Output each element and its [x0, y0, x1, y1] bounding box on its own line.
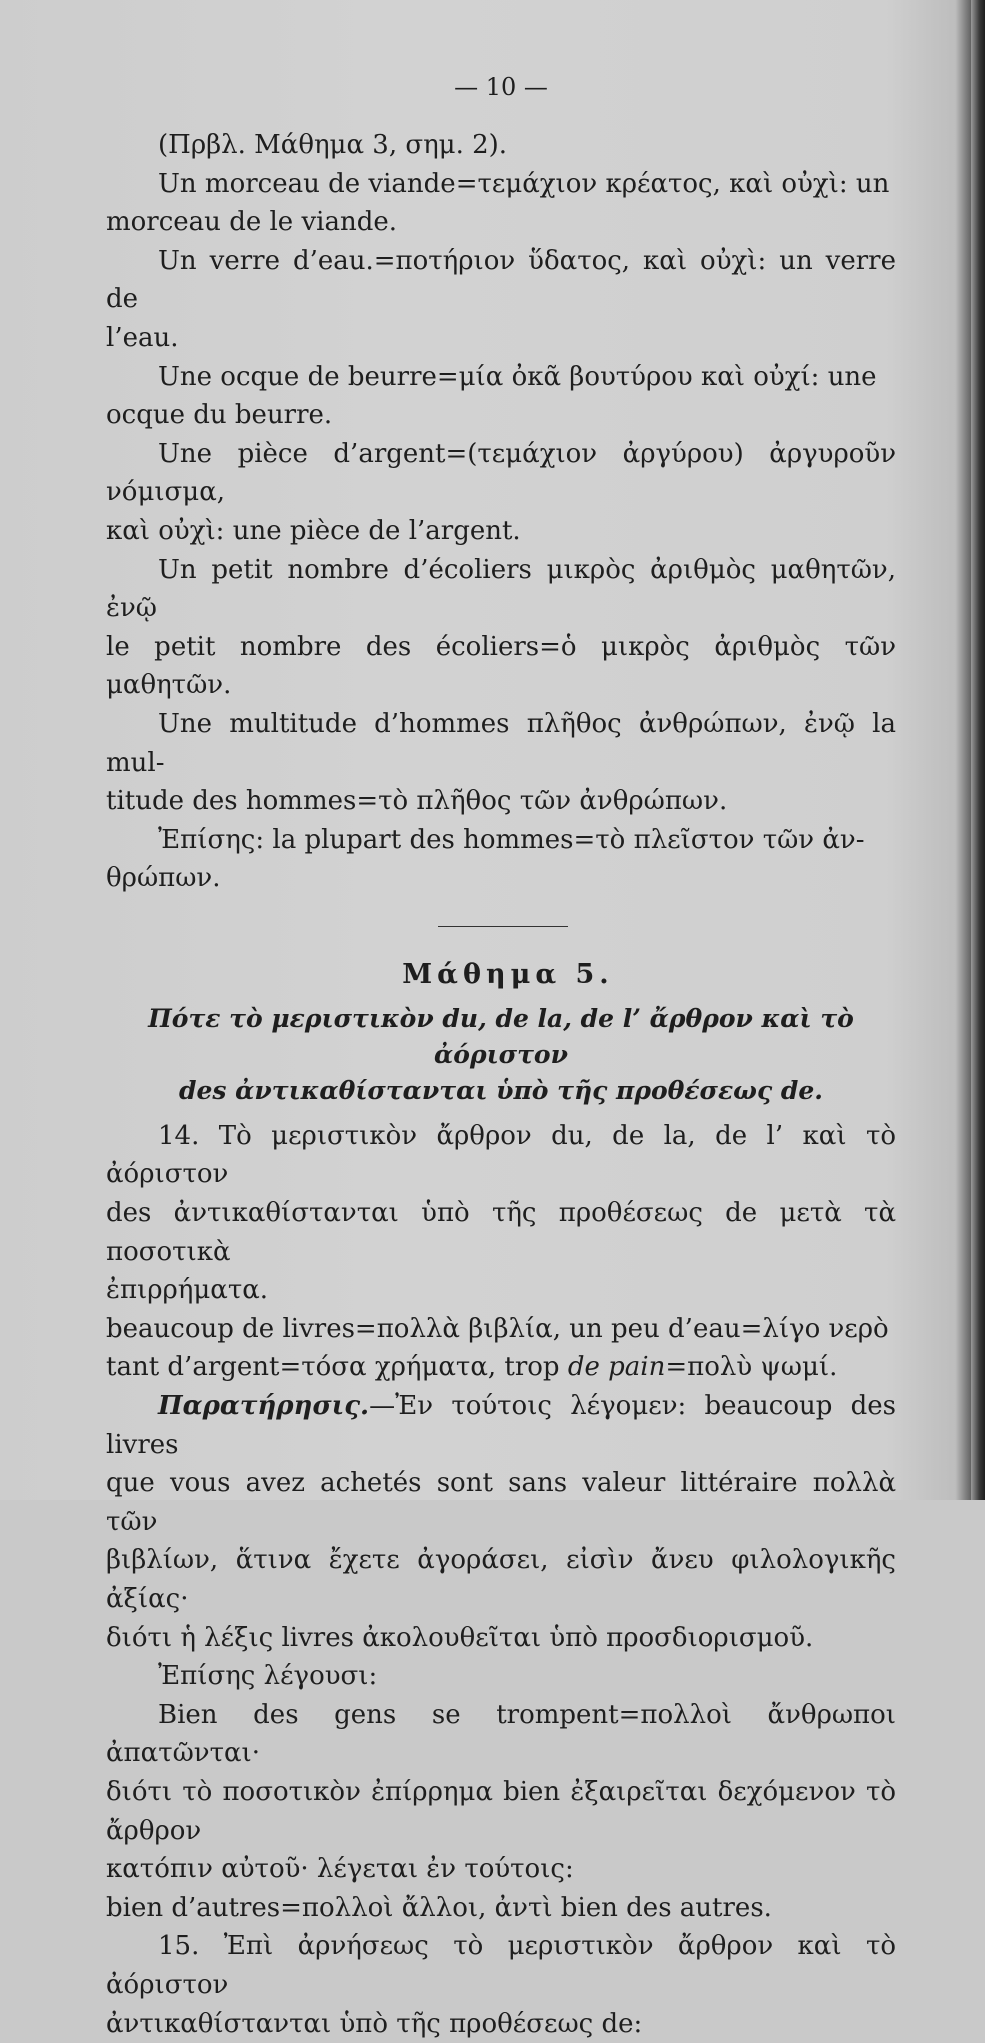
paragraph-line: κατόπιν αὐτοῦ· λέγεται ἐν τούτοις:	[106, 1854, 574, 1885]
paragraph-line: beaucoup de livres=πολλὰ βιβλία, un peu d’eau=λίγο νερὸ	[106, 1313, 889, 1344]
paragraph-line: ἀντικαθίστανται ὑπὸ τῆς προθέσεως de:	[106, 2008, 643, 2039]
reference-line: (Πρβλ. Μάθημα 3, σημ. 2).	[158, 130, 508, 160]
paragraph-line: Bien des gens se trompent=πολλοὶ ἄνθρωποι ἀπατῶνται·	[106, 1699, 896, 1769]
example-line: Une pièce d’argent=(τεμάχιον ἀργύρου) ἀργυροῦν νόμισμα,	[106, 438, 896, 508]
paragraph-line: διότι τὸ ποσοτικὸν ἐπίρρημα bien ἐξαιρεῖται δεχόμενον τὸ ἄρθρον	[106, 1776, 896, 1846]
paragraph-line: des ἀντικαθίστανται ὑπὸ τῆς προθέσεως de μετὰ τὰ ποσοτικὰ	[106, 1198, 896, 1267]
lesson-subtitle	[106, 1001, 896, 1109]
paragraph-line: 14. Τὸ μεριστικὸν ἄρθρον du, de la, de l’ καὶ τὸ ἀόριστον	[106, 1120, 896, 1190]
italic-phrase: de pain	[567, 1352, 666, 1383]
example-line: Un petit nombre d’écoliers μικρὸς ἀριθμὸς μαθητῶν, ἐνῷ	[106, 554, 896, 624]
example-line: θρώπων.	[106, 863, 221, 894]
lesson-subtitle-line: Πότε τὸ μεριστικὸν du, de la, de l’ ἄρθρον καὶ τὸ ἀόριστον	[148, 1003, 854, 1069]
paragraph-line: Ἐπίσης λέγουσι:	[158, 1661, 378, 1692]
paragraph-line	[106, 1348, 896, 1387]
paragraph-line: 15. Ἐπὶ ἀρνήσεως τὸ μεριστικὸν ἄρθρον καὶ τὸ ἀόριστον	[106, 1931, 896, 2000]
paragraph-line: ἐπιρρήματα.	[106, 1275, 269, 1306]
example-line: ocque du beurre.	[106, 400, 333, 431]
example-line: titude des hommes=τὸ πλῆθος τῶν ἀνθρώπων.	[106, 786, 728, 817]
example-line: Un verre d’eau.=ποτήριον ὕδατος, καὶ οὐχὶ: un verre de	[106, 245, 896, 315]
paragraph-line: διότι ἡ λέξις livres ἀκολουθεῖται ὑπὸ προσδιορισμοῦ.	[106, 1622, 814, 1653]
paragraph-line: βιβλίων, ἅτινα ἔχετε ἀγοράσει, εἰσὶν ἄνευ φιλολογικῆς ἀξίας·	[106, 1545, 896, 1614]
lesson-subtitle-line: des ἀντικαθίστανται ὑπὸ τῆς προθέσεως de.	[179, 1075, 823, 1105]
paragraph-line: que vous avez achetés sont sans valeur littéraire πολλὰ τῶν	[106, 1468, 896, 1537]
example-line: Une multitude d’hommes πλῆθος ἀνθρώπων, ἐνῷ la mul-	[106, 708, 896, 778]
section-divider	[438, 926, 568, 927]
paragraph-text: =πολὺ ψωμί.	[665, 1352, 838, 1383]
example-line: Une ocque de beurre=μία ὀκᾶ βουτύρου καὶ οὐχί: une	[158, 361, 877, 392]
example-line: καὶ οὐχὶ: une pièce de l’argent.	[106, 515, 521, 546]
lesson-title: Μάθημα 5.	[402, 958, 614, 990]
example-line: l’eau.	[106, 322, 179, 353]
paragraph-text: tant d’argent=τόσα χρήματα, trop	[106, 1352, 568, 1383]
paragraph-line	[106, 1387, 896, 1464]
example-line: morceau de le viande.	[106, 207, 398, 238]
example-line: Un morceau de viande=τεμάχιον κρέατος, καὶ οὐχὶ: un	[158, 168, 890, 199]
page-text	[106, 62, 896, 2043]
example-line: le petit nombre des écoliers=ὁ μικρὸς ἀριθμὸς τῶν μαθητῶν.	[106, 631, 896, 701]
page-number: — 10 —	[454, 73, 548, 101]
paragraph-text: —Ἐν τούτοις λέγομεν: beaucoup des livres	[106, 1391, 896, 1460]
example-line: Ἐπίσης: la plupart des hommes=τὸ πλεῖστον τῶν ἀν-	[158, 824, 865, 855]
remark-label: Παρατήρησις.	[158, 1391, 370, 1422]
book-spine-shadow	[971, 0, 985, 1500]
paragraph-line: bien d’autres=πολλοὶ ἄλλοι, ἀντὶ bien des autres.	[106, 1892, 772, 1923]
